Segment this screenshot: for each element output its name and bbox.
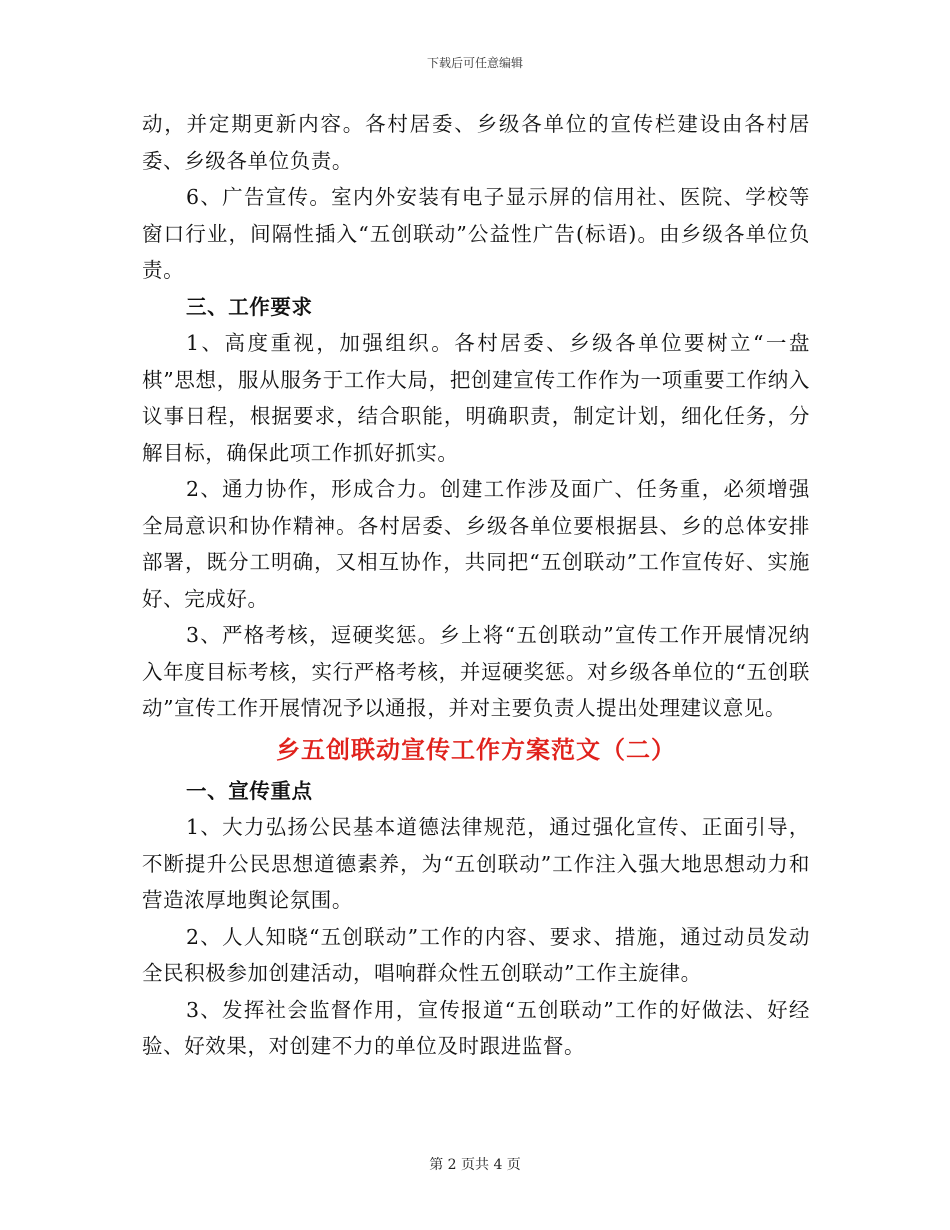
paragraph: 3、严格考核，逗硬奖惩。乡上将“五创联动”宣传工作开展情况纳入年度目标考核，实行严格考核，并逗硬奖惩。对乡级各单位的“五创联动”宣传工作开展情况予以通报，并对主要负责人提出处理建议意见。 (142, 623, 810, 720)
paragraph: 2、人人知晓“五创联动”工作的内容、要求、措施，通过动员发动全民积极参加创建活动，唱响群众性五创联动”工作主旋律。 (142, 924, 810, 985)
paragraph: 2、通力协作，形成合力。创建工作涉及面广、任务重，必须增强全局意识和协作精神。各村居委、乡级各单位要根据县、乡的总体安排部署，既分工明确，又相互协作，共同把“五创联动”工作宣传好、实施好、完成好。 (142, 477, 810, 611)
paragraph: 1、高度重视，加强组织。各村居委、乡级各单位要树立“一盘棋”思想，服从服务于工作大局，把创建宣传工作作为一项重要工作纳入议事日程，根据要求，结合职能，明确职责，制定计划，细化任务，分解目标，确保此项工作抓好抓实。 (142, 331, 810, 465)
page-number: 第 2 页共 4 页 (429, 1157, 521, 1173)
paragraph: 3、发挥社会监督作用，宣传报道“五创联动”工作的好做法、好经验、好效果，对创建不力的单位及时跟进监督。 (142, 997, 810, 1058)
section-heading: 三、工作要求 (186, 294, 313, 319)
paragraph: 动，并定期更新内容。各村居委、乡级各单位的宣传栏建设由各村居委、乡级各单位负责。 (142, 112, 810, 173)
paragraph: 1、大力弘扬公民基本道德法律规范，通过强化宣传、正面引导，不断提升公民思想道德素养，为“五创联动”工作注入强大地思想动力和营造浓厚地舆论氛围。 (142, 815, 810, 912)
paragraph: 6、广告宣传。室内外安装有电子显示屏的信用社、医院、学校等窗口行业，间隔性插入“五创联动”公益性广告(标语)。由乡级各单位负责。 (142, 185, 810, 282)
document-body (142, 106, 810, 1065)
document-subtitle: 乡五创联动宣传工作方案范文（二） (276, 735, 676, 764)
page-header: 下载后可任意编辑 (426, 56, 523, 70)
section-heading: 一、宣传重点 (186, 778, 313, 803)
